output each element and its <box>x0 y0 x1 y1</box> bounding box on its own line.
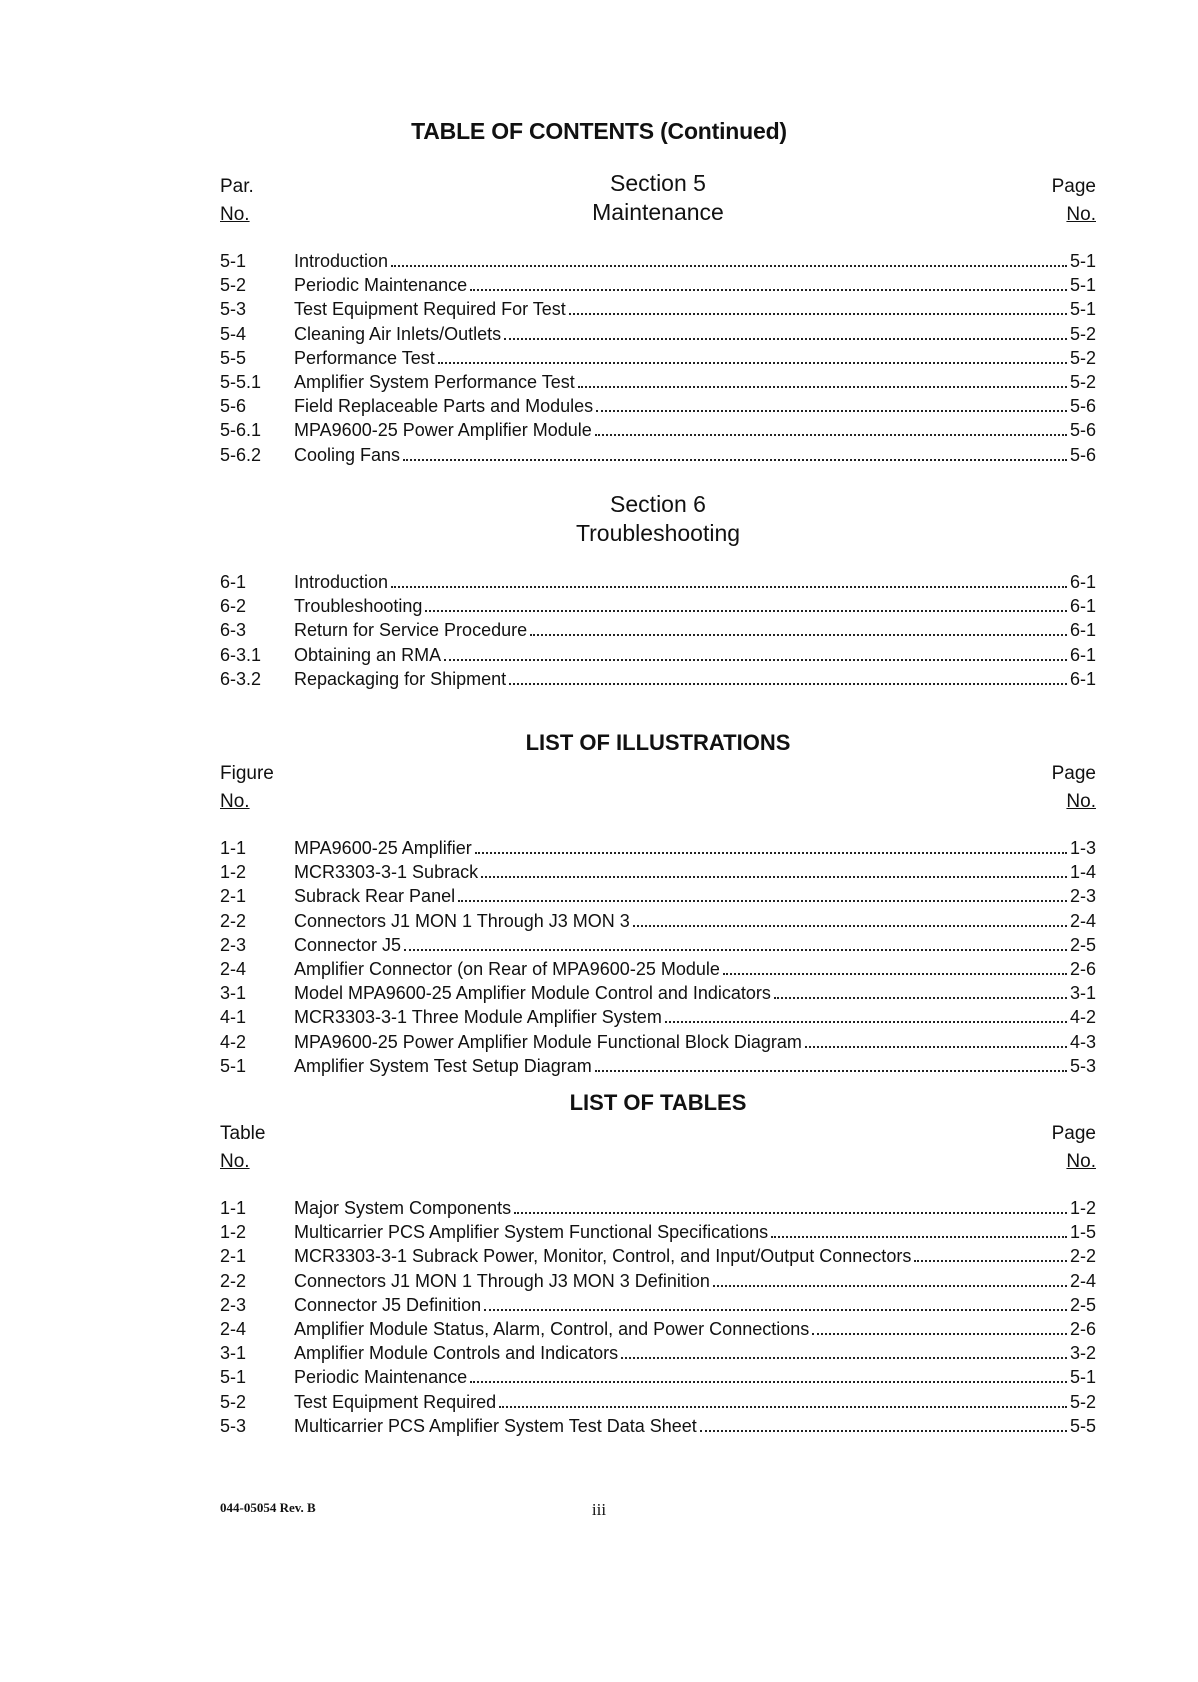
entry-page: 2-4 <box>1069 910 1096 931</box>
entry-line <box>294 297 1096 321</box>
entry-line <box>294 933 1096 957</box>
toc-entry <box>220 418 1096 442</box>
entry-number: 5-1 <box>220 1367 247 1388</box>
entry-number: 6-3.1 <box>220 644 262 665</box>
toc-entry <box>220 1005 1096 1029</box>
entry-page: 5-1 <box>1069 299 1096 320</box>
dot-leader <box>425 609 1067 612</box>
entry-page: 6-1 <box>1069 596 1096 617</box>
entry-page: 5-6 <box>1069 396 1096 417</box>
entry-number: 2-2 <box>220 910 247 931</box>
page-title: TABLE OF CONTENTS (Continued) <box>411 118 787 144</box>
entry-line <box>294 1390 1096 1414</box>
toc-entry <box>220 297 1096 321</box>
dot-leader <box>723 972 1067 975</box>
entry-line <box>294 1220 1096 1244</box>
toc-entry <box>220 1390 1096 1414</box>
dot-leader <box>391 264 1067 267</box>
section-5-entries <box>220 249 1096 467</box>
entry-number: 5-2 <box>220 275 247 296</box>
entry-number: 2-3 <box>220 934 247 955</box>
dot-leader <box>700 1429 1067 1432</box>
entry-page: 1-4 <box>1069 862 1096 883</box>
dot-leader <box>595 433 1067 436</box>
toc-entry <box>220 443 1096 467</box>
toc-entry <box>220 981 1096 1005</box>
tables-heading: LIST OF TABLES <box>569 1090 747 1115</box>
entry-number: 2-3 <box>220 1294 247 1315</box>
dot-leader <box>403 458 1067 461</box>
entry-number: 5-4 <box>220 323 247 344</box>
entry-title: Multicarrier PCS Amplifier System Test Data Sheet <box>294 1415 697 1436</box>
section-5-block <box>220 170 1096 467</box>
entry-number: 2-4 <box>220 1318 247 1339</box>
entry-title: Troubleshooting <box>294 596 423 617</box>
toc-entry <box>220 346 1096 370</box>
entry-page: 5-2 <box>1069 323 1096 344</box>
dot-leader <box>633 924 1067 927</box>
toc-entry <box>220 1220 1096 1244</box>
entry-line <box>294 346 1096 370</box>
entry-page: 4-2 <box>1069 1007 1096 1028</box>
toc-entry <box>220 836 1096 860</box>
toc-entry <box>220 643 1096 667</box>
entry-number: 5-2 <box>220 1391 247 1412</box>
entry-number: 2-2 <box>220 1270 247 1291</box>
dot-leader <box>391 585 1067 588</box>
entry-line <box>294 394 1096 418</box>
toc-entry <box>220 667 1096 691</box>
entry-number: 1-2 <box>220 1222 247 1243</box>
entry-number: 1-2 <box>220 862 247 883</box>
toc-entry <box>220 1244 1096 1268</box>
entry-number: 6-3 <box>220 620 247 641</box>
entry-line <box>294 1293 1096 1317</box>
dot-leader <box>481 875 1067 878</box>
toc-entry <box>220 1341 1096 1365</box>
entry-number: 4-2 <box>220 1031 247 1052</box>
dot-leader <box>509 682 1067 685</box>
illustrations-entries <box>220 836 1096 1078</box>
entry-title: Introduction <box>294 251 389 271</box>
entry-page: 1-3 <box>1069 838 1096 858</box>
entry-title: Cleaning Air Inlets/Outlets <box>294 323 502 344</box>
dot-leader <box>470 1380 1067 1383</box>
entry-line <box>294 370 1096 394</box>
dot-leader <box>713 1284 1067 1287</box>
entry-title: MCR3303-3-1 Subrack <box>294 862 479 883</box>
entry-title: Connector J5 <box>294 934 402 955</box>
entry-title: Multicarrier PCS Amplifier System Functional Specifications <box>294 1222 769 1243</box>
entry-page: 1-5 <box>1069 1222 1096 1243</box>
entry-title: Amplifier Connector (on Rear of MPA9600-25 Module <box>294 958 720 979</box>
toc-entry <box>220 249 1096 273</box>
dot-leader <box>504 337 1067 340</box>
entry-page: 1-2 <box>1069 1198 1096 1218</box>
entry-number: 5-6.1 <box>220 420 262 441</box>
entry-number: 2-1 <box>220 886 247 907</box>
illustrations-header <box>220 730 1096 826</box>
entry-line <box>294 594 1096 618</box>
entry-page: 2-5 <box>1069 1294 1096 1315</box>
entry-page: 2-2 <box>1069 1246 1096 1267</box>
entry-line <box>294 836 1096 860</box>
dot-leader <box>470 288 1067 291</box>
dot-leader <box>805 1045 1067 1048</box>
entry-title: MCR3303-3-1 Three Module Amplifier System <box>294 1007 662 1028</box>
entry-number: 4-1 <box>220 1007 247 1028</box>
dot-leader <box>484 1308 1067 1311</box>
toc-entry <box>220 322 1096 346</box>
entry-line <box>294 909 1096 933</box>
entry-title: Field Replaceable Parts and Modules <box>294 396 594 417</box>
entry-title: Amplifier Module Controls and Indicators <box>294 1343 619 1364</box>
entry-title: Periodic Maintenance <box>294 1367 468 1388</box>
entry-page: 5-2 <box>1069 1391 1096 1412</box>
entry-title: Test Equipment Required For Test <box>294 299 566 320</box>
entry-title: Amplifier System Test Setup Diagram <box>294 1055 592 1076</box>
entry-line <box>294 418 1096 442</box>
page-no-label: Page No. <box>1051 176 1096 225</box>
entry-title: Introduction <box>294 572 389 592</box>
table-no-label: Table No. <box>220 1123 266 1172</box>
entry-title: Major System Components <box>294 1198 512 1218</box>
entry-line <box>294 1317 1096 1341</box>
section-6-heading: Section 6 Troubleshooting <box>575 491 741 546</box>
entry-number: 5-3 <box>220 1415 247 1436</box>
entry-line <box>294 1341 1096 1365</box>
entry-page: 5-1 <box>1069 251 1096 271</box>
toc-entry <box>220 1030 1096 1054</box>
entry-page: 5-6 <box>1069 444 1096 465</box>
entry-number: 6-3.2 <box>220 668 262 689</box>
entry-number: 5-6 <box>220 396 247 417</box>
entry-line <box>294 884 1096 908</box>
entry-title: MCR3303-3-1 Subrack Power, Monitor, Control, and Input/Output Connectors <box>294 1246 912 1267</box>
entry-page: 5-1 <box>1069 275 1096 296</box>
entry-line <box>294 1365 1096 1389</box>
entry-title: Repackaging for Shipment <box>294 668 507 689</box>
toc-entry <box>220 1196 1096 1220</box>
entry-title: Obtaining an RMA <box>294 644 442 665</box>
dot-leader <box>569 312 1067 315</box>
entry-title: Performance Test <box>294 347 435 368</box>
entry-line <box>294 443 1096 467</box>
illustrations-heading: LIST OF ILLUSTRATIONS <box>525 730 791 755</box>
entry-page: 6-1 <box>1069 668 1096 689</box>
section-6-header <box>220 491 1096 560</box>
section-5-header <box>220 170 1096 239</box>
entry-page: 6-1 <box>1069 572 1096 592</box>
entry-page: 3-1 <box>1069 983 1096 1004</box>
entry-line <box>294 570 1096 594</box>
entry-number: 2-1 <box>220 1246 247 1267</box>
dot-leader <box>595 1069 1067 1072</box>
entry-title: Connectors J1 MON 1 Through J3 MON 3 <box>294 910 630 931</box>
entry-line <box>294 618 1096 642</box>
entry-title: MPA9600-25 Power Amplifier Module Functional Block Diagram <box>294 1031 802 1052</box>
entry-page: 5-2 <box>1069 371 1096 392</box>
toc-entry <box>220 860 1096 884</box>
dot-leader <box>665 1020 1067 1023</box>
dot-leader <box>596 409 1067 412</box>
toc-entry <box>220 1365 1096 1389</box>
toc-entry <box>220 594 1096 618</box>
entry-page: 5-6 <box>1069 420 1096 441</box>
dot-leader <box>578 385 1067 388</box>
entry-number: 6-2 <box>220 596 247 617</box>
entry-page: 5-2 <box>1069 347 1096 368</box>
entry-page: 5-3 <box>1069 1055 1096 1076</box>
entry-line <box>294 1244 1096 1268</box>
entry-number: 1-1 <box>220 1198 247 1218</box>
entry-line <box>294 273 1096 297</box>
entry-number: 5-1 <box>220 1055 247 1076</box>
dot-leader <box>458 899 1067 902</box>
entry-title: Amplifier Module Status, Alarm, Control, and Power Connections <box>294 1318 810 1339</box>
entry-line <box>294 981 1096 1005</box>
toc-entry <box>220 570 1096 594</box>
toc-entry <box>220 957 1096 981</box>
entry-line <box>294 1414 1096 1438</box>
entry-line <box>294 1196 1096 1220</box>
tables-block <box>220 1090 1096 1438</box>
entry-page: 2-4 <box>1069 1270 1096 1291</box>
entry-number: 5-6.2 <box>220 444 262 465</box>
entry-line <box>294 1269 1096 1293</box>
entry-number: 6-1 <box>220 572 247 592</box>
dot-leader <box>771 1235 1067 1238</box>
entry-page: 2-3 <box>1069 886 1096 907</box>
dot-leader <box>404 948 1067 951</box>
entry-number: 3-1 <box>220 983 247 1004</box>
section-6-entries <box>220 570 1096 691</box>
illustrations-block <box>220 730 1096 1078</box>
dot-leader <box>499 1405 1067 1408</box>
dot-leader <box>514 1211 1067 1214</box>
section-6-block <box>220 491 1096 691</box>
section-5-heading: Section 5 Maintenance <box>592 170 724 225</box>
entry-line <box>294 249 1096 273</box>
entry-line <box>294 1054 1096 1078</box>
toc-entry <box>220 618 1096 642</box>
dot-leader <box>438 361 1067 364</box>
toc-entry <box>220 1269 1096 1293</box>
dot-leader <box>812 1332 1067 1335</box>
entry-page: 2-5 <box>1069 934 1096 955</box>
entry-title: Connector J5 Definition <box>294 1294 482 1315</box>
dot-leader <box>621 1356 1067 1359</box>
entry-title: Subrack Rear Panel <box>294 886 456 907</box>
page-no-label: Page No. <box>1051 1123 1096 1172</box>
entry-number: 5-1 <box>220 251 247 271</box>
entry-line <box>294 643 1096 667</box>
entry-title: Periodic Maintenance <box>294 275 468 296</box>
toc-entry <box>220 1317 1096 1341</box>
toc-entry <box>220 1054 1096 1078</box>
par-no-label: Par. No. <box>220 176 254 225</box>
entry-page: 4-3 <box>1069 1031 1096 1052</box>
toc-entry <box>220 273 1096 297</box>
toc-entry <box>220 394 1096 418</box>
toc-entry <box>220 884 1096 908</box>
page-no-label: Page No. <box>1051 763 1096 812</box>
entry-page: 5-5 <box>1069 1415 1096 1436</box>
document-number: 044-05054 Rev. B <box>220 1500 316 1515</box>
entry-title: MPA9600-25 Power Amplifier Module <box>294 420 592 441</box>
entry-page: 6-1 <box>1069 620 1096 641</box>
entry-title: Connectors J1 MON 1 Through J3 MON 3 Definition <box>294 1270 710 1291</box>
entry-page: 2-6 <box>1069 1318 1096 1339</box>
entry-number: 5-5.1 <box>220 371 262 392</box>
toc-entry <box>220 909 1096 933</box>
toc-entry <box>220 1293 1096 1317</box>
entry-line <box>294 1030 1096 1054</box>
dot-leader <box>530 633 1067 636</box>
entry-title: MPA9600-25 Amplifier <box>294 838 472 858</box>
tables-entries <box>220 1196 1096 1438</box>
entry-line <box>294 322 1096 346</box>
entry-line <box>294 1005 1096 1029</box>
entry-title: Amplifier System Performance Test <box>294 371 575 392</box>
entry-number: 5-3 <box>220 299 247 320</box>
toc-entry <box>220 370 1096 394</box>
entry-page: 6-1 <box>1069 644 1096 665</box>
toc-entry <box>220 933 1096 957</box>
figure-no-label: Figure No. <box>220 763 274 812</box>
page-number: iii <box>591 1500 607 1519</box>
entry-page: 2-6 <box>1069 958 1096 979</box>
entry-number: 2-4 <box>220 958 247 979</box>
dot-leader <box>444 658 1067 661</box>
entry-number: 3-1 <box>220 1343 247 1364</box>
entry-page: 5-1 <box>1069 1367 1096 1388</box>
entry-number: 5-5 <box>220 347 247 368</box>
entry-title: Cooling Fans <box>294 444 401 465</box>
entry-line <box>294 957 1096 981</box>
dot-leader <box>475 851 1067 854</box>
dot-leader <box>914 1259 1067 1262</box>
toc-entry <box>220 1414 1096 1438</box>
dot-leader <box>774 996 1067 999</box>
tables-header <box>220 1090 1096 1186</box>
entry-page: 3-2 <box>1069 1343 1096 1364</box>
entry-title: Test Equipment Required <box>294 1391 497 1412</box>
entry-title: Return for Service Procedure <box>294 620 528 641</box>
entry-line <box>294 667 1096 691</box>
entry-line <box>294 860 1096 884</box>
entry-number: 1-1 <box>220 838 247 858</box>
entry-title: Model MPA9600-25 Amplifier Module Control and Indicators <box>294 983 771 1004</box>
